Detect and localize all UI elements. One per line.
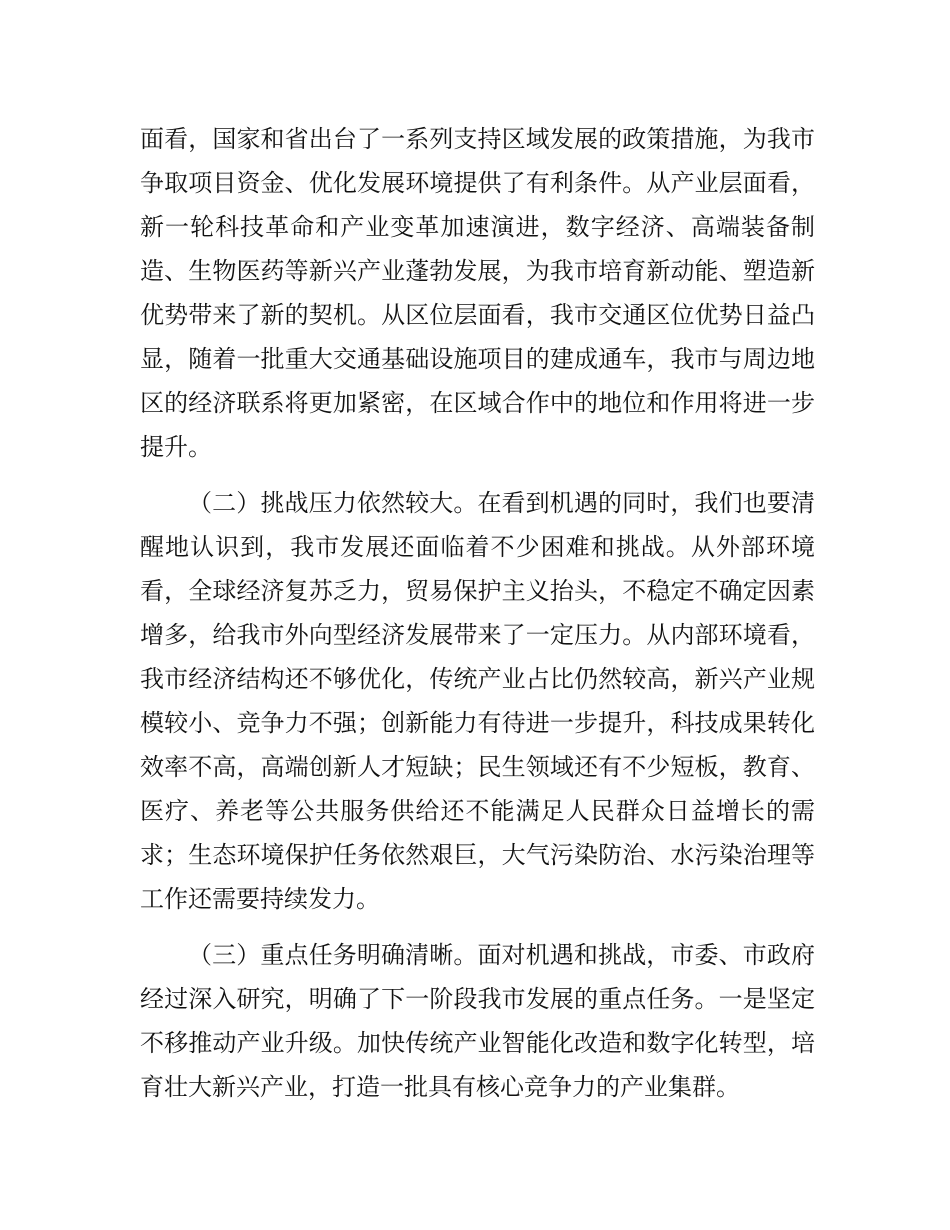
paragraph-challenges: （二）挑战压力依然较大。在看到机遇的同时，我们也要清醒地认识到，我市发展还面临着不少困难和挑战。从外部环境看，全球经济复苏乏力，贸易保护主义抬头，不稳定不确定因素增多，给我市外向型经济发展带来了一定压力。从内部环境看，我市经济结构还不够优化，传统产业占比仍然较高，新兴产业规模较小、竞争力不强；创新能力有待进一步提升，科技成果转化效率不高，高端创新人才短缺；民生领域还有不少短板，教育、医疗、养老等公共服务供给还不能满足人民群众日益增长的需求；生态环境保护任务依然艰巨，大气污染防治、水污染治理等工作还需要持续发力。 — [140, 489, 815, 913]
paragraph-key-tasks: （三）重点任务明确清晰。面对机遇和挑战，市委、市政府经过深入研究，明确了下一阶段我市发展的重点任务。一是坚定不移推动产业升级。加快传统产业智能化改造和数字化转型，培育壮大新兴产业，打造一批具有核心竞争力的产业集群。 — [140, 941, 815, 1101]
document-body — [140, 117, 815, 1109]
paragraph-continued: 面看，国家和省出台了一系列支持区域发展的政策措施，为我市争取项目资金、优化发展环境提供了有利条件。从产业层面看，新一轮科技革命和产业变革加速演进，数字经济、高端装备制造、生物医药等新兴产业蓬勃发展，为我市培育新动能、塑造新优势带来了新的契机。从区位层面看，我市交通区位优势日益凸显，随着一批重大交通基础设施项目的建成通车，我市与周边地区的经济联系将更加紧密，在区域合作中的地位和作用将进一步提升。 — [140, 125, 815, 461]
